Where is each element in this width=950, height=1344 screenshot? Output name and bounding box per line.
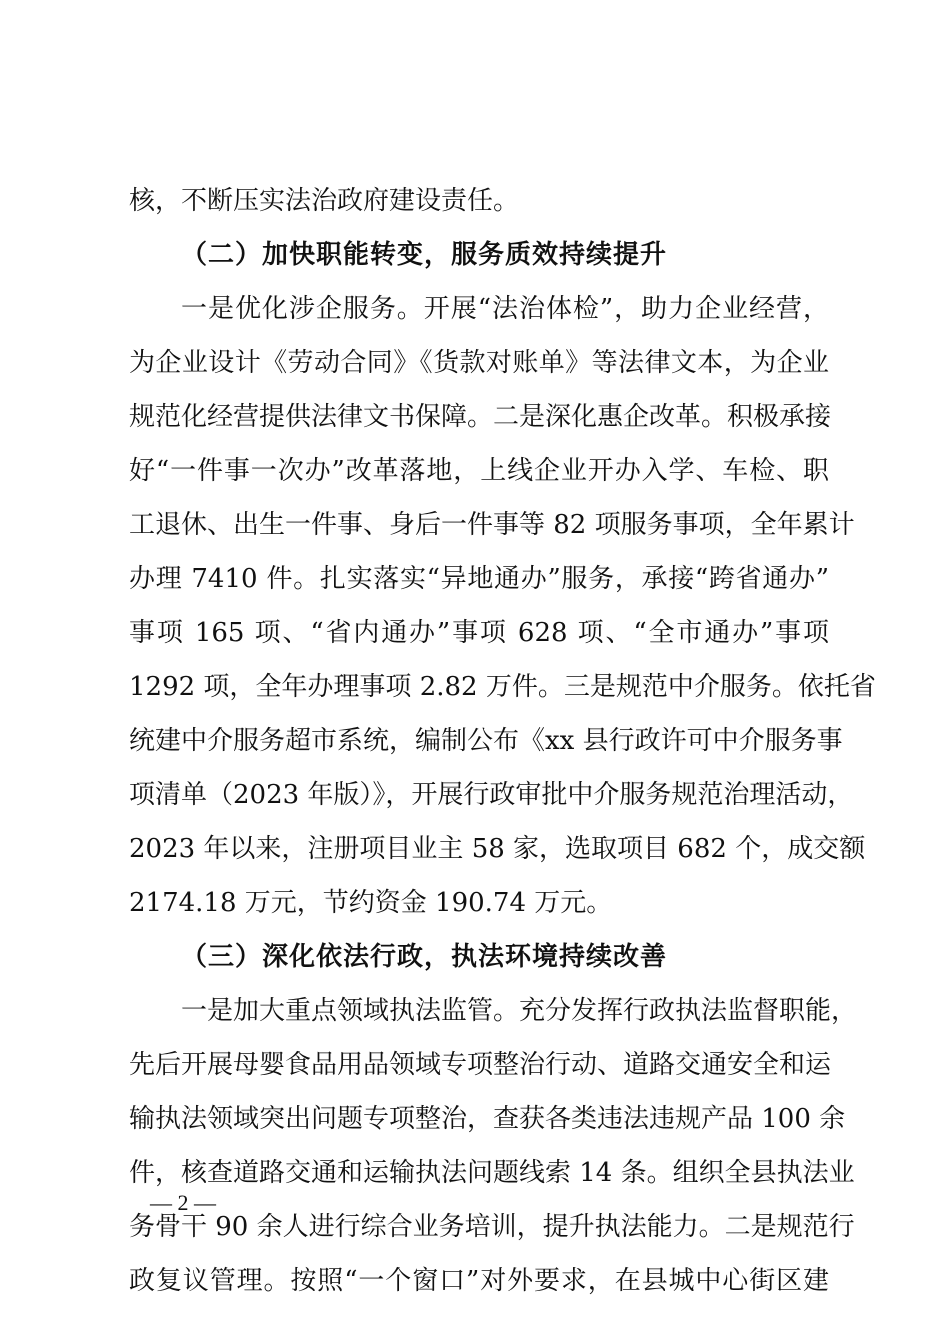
paragraph-line: 一是加大重点领域执法监管。充分发挥行政执法监督职能， [181,996,858,1026]
paragraph-line: 件，核查道路交通和运输执法问题线索 14 条。组织全县执法业 [129,1158,855,1188]
paragraph-line: 输执法领域突出问题专项整治，查获各类违法违规产品 100 余 [129,1104,846,1134]
section-heading: （二）加快职能转变，服务质效持续提升 [181,240,668,270]
paragraph-line: 一是优化涉企服务。开展“法治体检”，助力企业经营， [181,294,829,324]
paragraph-line: 2174.18 万元，节约资金 190.74 万元。 [129,888,613,918]
paragraph-line: 工退休、出生一件事、身后一件事等 82 项服务事项，全年累计 [129,510,855,540]
paragraph-line: 事项 165 项、“省内通办”事项 628 项、“全市通办”事项 [129,618,829,648]
paragraph-line: 先后开展母婴食品用品领域专项整治行动、道路交通安全和运 [129,1050,832,1080]
paragraph-line: 为企业设计《劳动合同》《货款对账单》等法律文本，为企业 [129,348,829,378]
paragraph-line: 1292 项，全年办理事项 2.82 万件。三是规范中介服务。依托省 [129,672,876,702]
paragraph-line: 好“一件事一次办”改革落地，上线企业开办入学、车检、职 [129,456,829,486]
paragraph-line: 2023 年以来，注册项目业主 58 家，选取项目 682 个，成交额 [129,834,866,864]
paragraph-line: 项清单（2023 年版）》，开展行政审批中介服务规范治理活动， [129,780,854,810]
paragraph-line: 统建中介服务超市系统，编制公布《xx 县行政许可中介服务事 [129,726,843,756]
paragraph-line: 政复议管理。按照“一个窗口”对外要求，在县城中心街区建 [129,1266,829,1296]
section-heading: （三）深化依法行政，执法环境持续改善 [181,942,668,972]
paragraph-line: 规范化经营提供法律文书保障。二是深化惠企改革。积极承接 [129,402,832,432]
page-number: — 2 — [150,1190,216,1215]
paragraph-line: 核，不断压实法治政府建设责任。 [129,186,520,216]
paragraph-line: 务骨干 90 余人进行综合业务培训，提升执法能力。二是规范行 [129,1212,855,1242]
paragraph-line: 办理 7410 件。扎实落实“异地通办”服务，承接“跨省通办” [129,564,829,594]
